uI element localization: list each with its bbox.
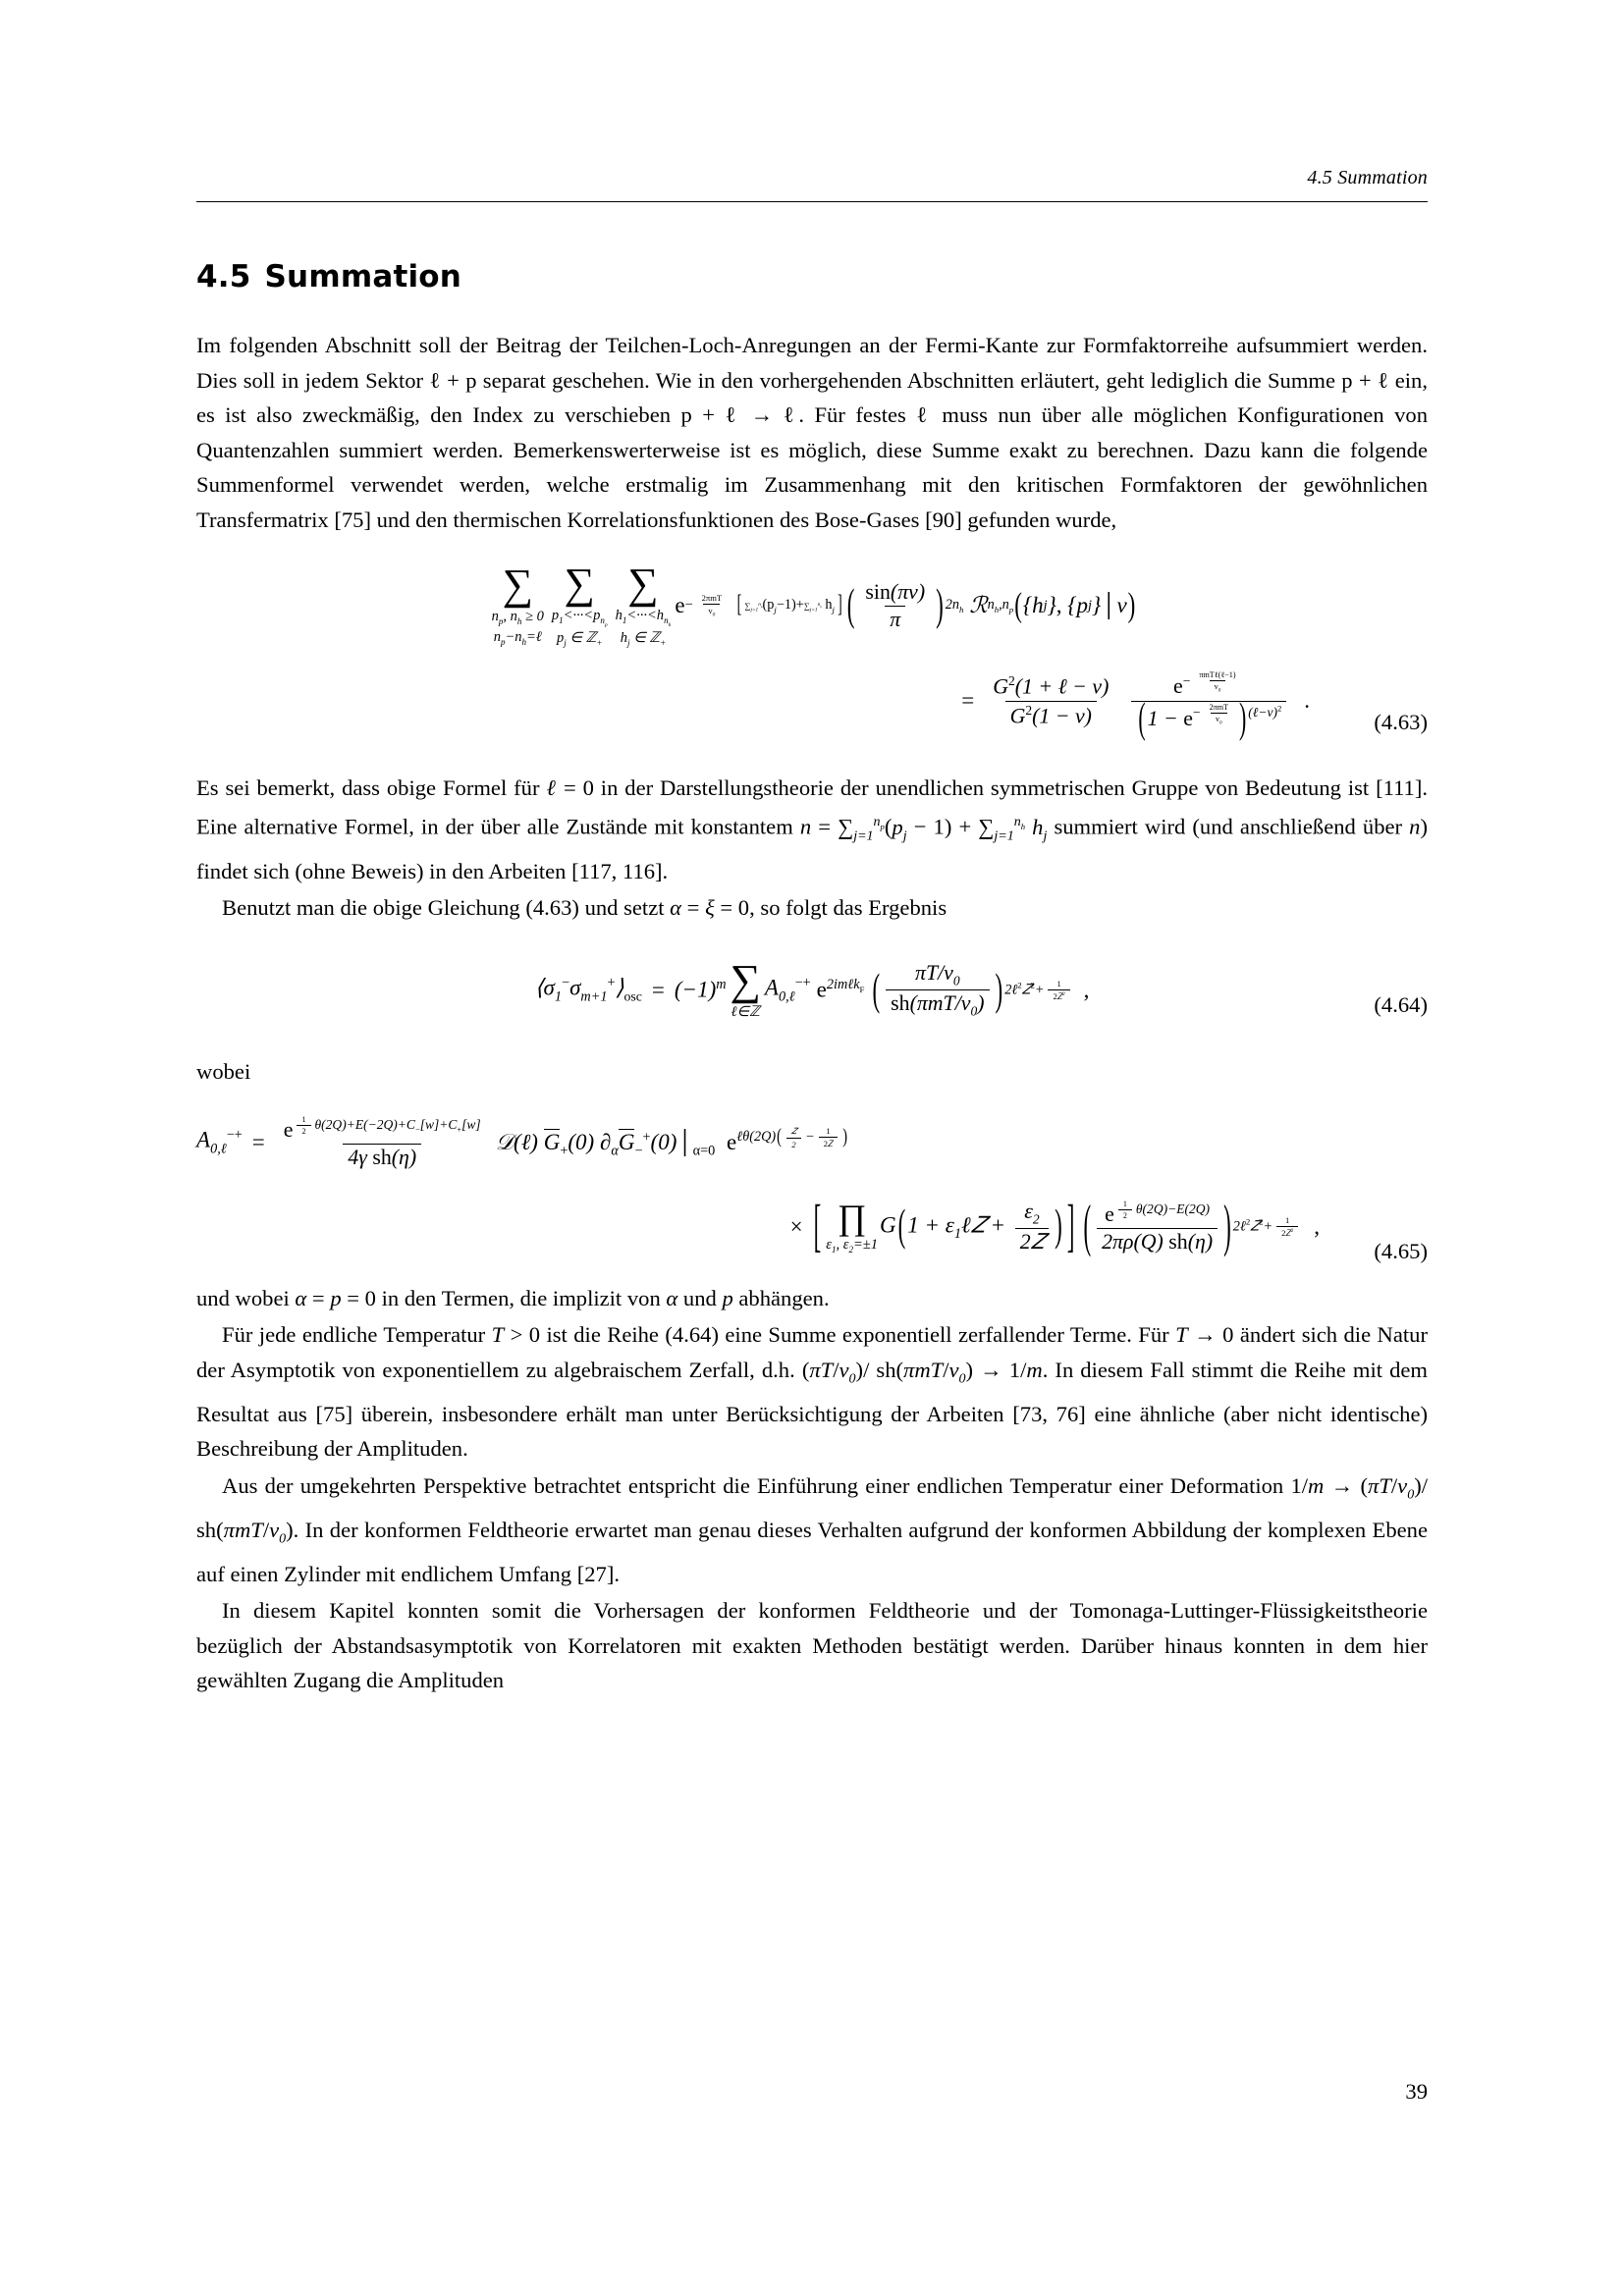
eq65-fraction: e $^{\frac{1}{2} \theta(2Q)+E(-2Q)+C_-[w]+C_+[w]}$ 4γ sh(η) xyxy=(283,1114,481,1169)
equation-4-65-line-1: $A_{0,\ell}^{-+}$ = e $^{\frac{1}{2} \theta(2Q)+E(-2Q)+C_-[w]+C_+[w]}$ 4γ sh(η) 𝒟(ℓ) $G_+(0)$ $\partial_\alpha G_-^+(0)│_{\alpha=0}$ $e^{\ell\theta(2Q)( \frac{\text{𝑍}}{2} - \frac{1}{\text{2𝑍}} )}$ xyxy=(196,1114,848,1169)
running-head-text: 4.5 Summation xyxy=(1307,167,1428,188)
eq65-tail: 𝒟(ℓ) $G_+(0)$ $\partial_\alpha G_-^+(0)│_{\alpha=0}$ $e^{\ell\theta(2Q)( \frac{\text{𝑍}}{2} - \frac{1}{\text{2𝑍}} )}$ xyxy=(495,1124,848,1159)
equation-4-65-number: (4.65) xyxy=(1374,1238,1428,1263)
page-content xyxy=(196,167,1428,1698)
paragraph-7: Aus der umgekehrten Perspektive betrachtet entspricht die Einführung einer endlichen Temperatur einer Deformation $1/m \to (\pi T/v_0)/$ $sh(\pi mT/v_0)$. In der konformen Feldtheorie erwartet man genau dieses Verhalten aufgrund der konformen Abbildung der komplexen Ebene auf einen Zylinder mit endlichem Umfang [27]. xyxy=(196,1472,1429,1586)
paragraph-4: wobei xyxy=(196,1059,251,1085)
section-heading xyxy=(196,259,1428,294)
equation-4-64 xyxy=(196,955,1428,1022)
paragraph-6: Für jede endliche Temperatur T > 0 ist die Reihe (4.64) eine Summe exponentiell zerfallender Terme. Für T → 0 ändert sich die Natur der Asymptotik von exponentiellem zu algebraischem Zerfall, d.h. $(\pi T/v_0)/$ $sh(\pi mT/v_0) \to 1/m$. In diesem Fall stimmt die Reihe mit dem Resultat aus [75] überein, insbesondere erhält man unter Berücksichtigung der Arbeiten [73, 76] eine ähnliche (aber nicht identische) Beschreibung der Amplituden. xyxy=(196,1322,1428,1462)
page-number: 39 xyxy=(1405,2079,1428,2104)
running-head-rule xyxy=(196,201,1428,202)
equation-4-64-number: (4.64) xyxy=(1374,991,1428,1017)
equation-4-65-line-2: × [ ∏ $\varepsilon_1$, $\varepsilon_2=\pm 1$ $G(1 + \varepsilon_1\ell 𝑍$ + $\frac{\varepsilon_2}{\text{2𝑍}}$ ) ] ( e $^{\frac{1}{2} \theta(2Q)-E(2Q)}$ 2πρ(Q) sh(η) ) 2ℓ$^2$𝑍$^2$+ $\frac{1}{2𝑍^2}$ , xyxy=(789,1194,1320,1258)
calligraphic-R-term: ℛ $n_h,n_p$ ( {h j }, {p j } │ v ) xyxy=(963,586,1136,624)
equation-4-63 xyxy=(196,560,1428,742)
paragraph-2: Es sei bemerkt, dass obige Formel für ℓ = 0 in der Darstellungstheorie der unendlichen symmetrischen Gruppe von Bedeutung ist [111]. Eine alternative Formel, in der über alle Zustände mit konstantem $n = \sum_{j=1}^{n_p}(p_j - 1) + \sum_{j=1}^{n_h}$ $h_j$ summiert wird (und anschließend über n) findet sich (ohne Beweis) in den Arbeiten [117, 116]. xyxy=(196,774,1428,883)
product-operator: ∏ $\varepsilon_1$, $\varepsilon_2=\pm 1$ xyxy=(826,1197,878,1255)
section-number: 4.5 xyxy=(196,259,251,294)
paragraph-3: Benutzt man die obige Gleichung (4.63) und setzt α = ξ = 0, so folgt das Ergebnis xyxy=(222,895,947,921)
running-head xyxy=(196,167,1428,202)
sum-operator-1: ∑ $n_p$, $n_h \ge 0$ $n_p-n_h=\ell$ xyxy=(491,561,544,648)
equation-4-65 xyxy=(196,1114,1428,1263)
equation-4-63-line-2: = $\frac{G^2(1 + \ell - v)}{G^2(1 - v)}$ $e^{- \frac{\text{πmTℓ(ℓ−1)}}{v_0}}$ ($1 - e^{- \frac{\text{2πmT}}{v_0}}$ ) $^{(\ell-v)^2}$ . xyxy=(961,670,1310,742)
eq64-lhs: $⟨\sigma_1^-\sigma_{m+1}^+⟩_{osc}$ xyxy=(534,975,642,1005)
equation-4-63-line-1 xyxy=(196,562,1428,649)
sum-operator-2: ∑ $p_1<\cdot\cdot\cdot<p_{n_p}$ $p_j$ ∈ ℤ$_+$ xyxy=(551,560,608,649)
eq65-lhs: $A_{0,\ell}^{-+}$ xyxy=(196,1127,243,1157)
sine-power-term: ( $\frac{\sin(\pi v)}{\pi}$ ) $2n_h$ xyxy=(846,579,964,631)
eq63-rhs-fraction-1: $\frac{G^2(1 + \ell - v)}{G^2(1 - v)}$ xyxy=(993,673,1110,727)
eq63-rhs-fraction-2: $e^{- \frac{\text{πmTℓ(ℓ−1)}}{v_0}}$ ($1 - e^{- \frac{\text{2πmT}}{v_0}}$ ) $^{(\ell-v)^2}$ xyxy=(1131,670,1286,730)
equation-4-63-number: (4.63) xyxy=(1374,710,1428,734)
sum-operator-3: ∑ $h_1<\cdot\cdot\cdot<h_{n_h}$ $h_j$ ∈ ℤ$_+$ xyxy=(615,560,672,649)
section-title: Summation xyxy=(264,259,462,294)
eq64-rhs: $(-1)^m$ xyxy=(674,977,727,1002)
paragraph-8: In diesem Kapitel konnten somit die Vorhersagen der konformen Feldtheorie und der Tomonaga-Luttinger-Flüssigkeitstheorie bezüglich der Abstandsasymptotik von Korrelatoren mit exakten Methoden bestätigt werden. Darüber hinaus konnten in dem hier gewählten Zugang die Amplituden xyxy=(196,1598,1428,1693)
exponential-factor: e − $\frac{\text{2πmT}}{v_0}$ [ $\sum_{j=1}^{n_p}(p_j-1)+\sum_{j=1}^{n_h}$ $h_j$ ] xyxy=(675,590,842,619)
paragraph-1: Im folgenden Abschnitt soll der Beitrag der Teilchen-Loch-Anregungen an der Fermi-Kante zur Formfaktorreihe aufsummiert werden. Dies soll in jedem Sektor ℓ + p separat geschehen. Wie in den vorhergehenden Abschnitten erläutert, geht lediglich die Summe p + ℓ ein, es ist also zweckmäßig, den Index zu verschieben p + ℓ → ℓ. Für festes ℓ muss nun über alle möglichen Konfigurationen von Quantenzahlen summiert werden. Bemerkenswerterweise ist es möglich, diese Summe exakt zu berechnen. Dazu kann die folgende Summenformel verwendet werden, welche erstmalig im Zusammenhang mit den kritischen Formfaktoren der gewöhnlichen Transfermatrix [75] und den thermischen Korrelationsfunktionen des Bose-Gases [90] gefunden wurde, xyxy=(196,333,1428,532)
paragraph-5: und wobei α = p = 0 in den Termen, die implizit von α und p abhängen. xyxy=(196,1285,830,1310)
equation-4-64-line: $⟨\sigma_1^-\sigma_{m+1}^+⟩_{osc}$ = $(-1)^m$ ∑ ℓ∈ℤ $A_{0,\ell}^{-+}$ $e^{2im\ell k_F}$ ( $\frac{\pi T/v_0}{sh(\pi mT/v_0)}$ ) 2ℓ$^2$𝑍$^2$+ $\frac{1}{2𝑍^2}$ , xyxy=(534,955,1090,1020)
sum-operator-ell: ∑ ℓ∈ℤ xyxy=(730,955,761,1020)
